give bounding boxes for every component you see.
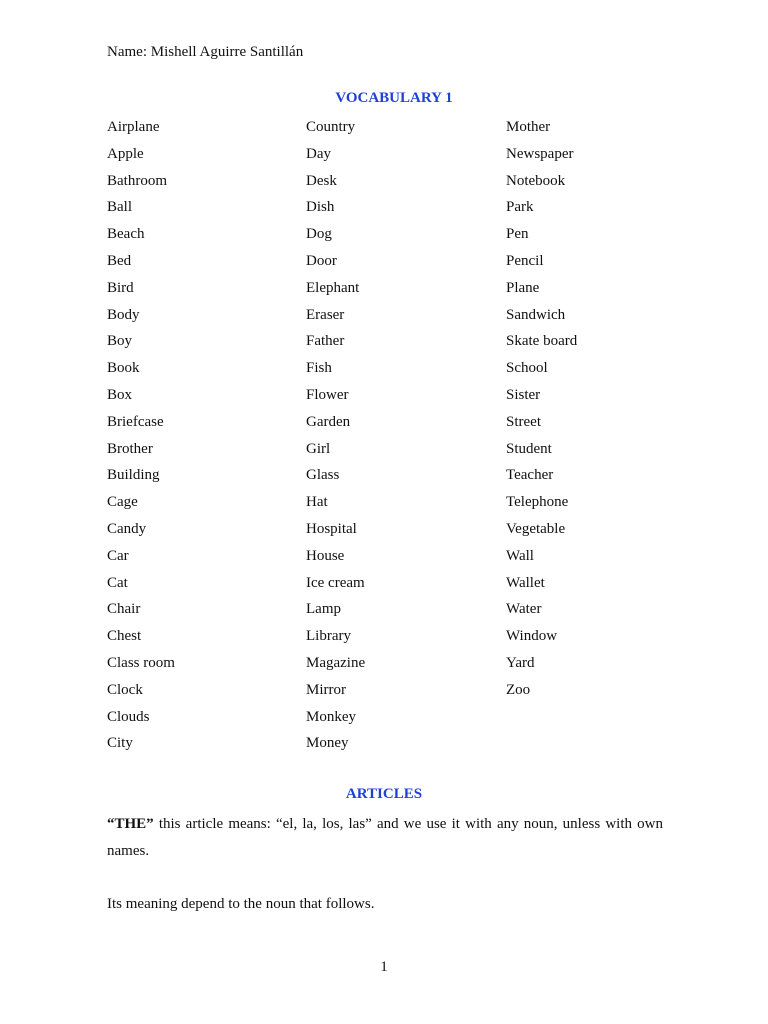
vocabulary-word: Country bbox=[306, 119, 356, 135]
articles-title: ARTICLES bbox=[345, 786, 423, 802]
articles-paragraph-meaning: Its meaning depend to the noun that follows. bbox=[107, 896, 375, 912]
vocabulary-word: Vegetable bbox=[506, 520, 566, 537]
vocabulary-word: Pencil bbox=[506, 252, 544, 269]
vocabulary-word: Yard bbox=[506, 654, 535, 671]
article-definition-text: this article means: “el, la, los, las” and we use it with any noun, unless with own names. bbox=[107, 816, 663, 859]
vocabulary-word: Elephant bbox=[306, 279, 360, 296]
vocabulary-word: Student bbox=[506, 440, 552, 457]
vocabulary-column-1 bbox=[107, 117, 175, 760]
vocabulary-word: Monkey bbox=[306, 708, 356, 725]
vocabulary-word: Zoo bbox=[506, 681, 531, 698]
vocabulary-word: Wall bbox=[506, 547, 534, 564]
vocabulary-column-2 bbox=[306, 117, 365, 760]
vocabulary-word: Briefcase bbox=[107, 413, 164, 430]
vocabulary-word: Ball bbox=[107, 199, 132, 216]
vocabulary-word: Boy bbox=[107, 333, 133, 350]
vocabulary-title: VOCABULARY 1 bbox=[335, 90, 453, 106]
vocabulary-word: Airplane bbox=[107, 119, 160, 135]
vocabulary-word: Day bbox=[306, 145, 331, 162]
vocabulary-word: Box bbox=[107, 386, 133, 403]
vocabulary-word: Park bbox=[506, 199, 534, 216]
vocabulary-word: Wallet bbox=[506, 574, 545, 591]
vocabulary-word: Hospital bbox=[306, 520, 357, 537]
vocabulary-word: Desk bbox=[306, 172, 337, 189]
vocabulary-word: Magazine bbox=[306, 654, 366, 671]
vocabulary-word: Car bbox=[107, 547, 129, 564]
vocabulary-word: Skate board bbox=[506, 333, 578, 350]
vocabulary-word: Notebook bbox=[506, 172, 566, 189]
vocabulary-word: Body bbox=[107, 306, 140, 323]
vocabulary-word: Door bbox=[306, 252, 337, 269]
vocabulary-word: Eraser bbox=[306, 306, 345, 323]
vocabulary-word: Apple bbox=[107, 145, 144, 162]
vocabulary-word: Garden bbox=[306, 413, 351, 430]
vocabulary-word: Clouds bbox=[107, 708, 150, 725]
vocabulary-word: Telephone bbox=[506, 494, 569, 511]
vocabulary-word: Plane bbox=[506, 279, 540, 296]
vocabulary-column-3 bbox=[506, 117, 577, 707]
vocabulary-word: Chest bbox=[107, 628, 142, 645]
vocabulary-word: Window bbox=[506, 628, 558, 645]
vocabulary-word: Bathroom bbox=[107, 172, 167, 189]
vocabulary-word: Beach bbox=[107, 226, 145, 243]
vocabulary-word: Girl bbox=[306, 440, 331, 457]
vocabulary-word: Dog bbox=[306, 226, 332, 243]
vocabulary-word: Mother bbox=[506, 119, 551, 135]
vocabulary-word: Money bbox=[306, 735, 349, 752]
article-term-the: “THE” bbox=[107, 816, 154, 832]
vocabulary-word: Chair bbox=[107, 601, 141, 618]
articles-paragraph-the bbox=[107, 811, 663, 865]
vocabulary-word: Lamp bbox=[306, 601, 341, 618]
vocabulary-word: Class room bbox=[107, 654, 175, 671]
vocabulary-word: Brother bbox=[107, 440, 153, 457]
vocabulary-word: Father bbox=[306, 333, 345, 350]
vocabulary-word: Building bbox=[107, 467, 160, 484]
vocabulary-word: Library bbox=[306, 628, 351, 645]
vocabulary-word: Candy bbox=[107, 520, 147, 537]
vocabulary-word: Pen bbox=[506, 226, 529, 243]
vocabulary-word: Sister bbox=[506, 386, 541, 403]
vocabulary-word: Hat bbox=[306, 494, 328, 511]
vocabulary-word: Bed bbox=[107, 252, 132, 269]
vocabulary-word: Cage bbox=[107, 494, 138, 511]
vocabulary-word: Street bbox=[506, 413, 541, 430]
page-number: 1 bbox=[380, 959, 388, 975]
vocabulary-word: Flower bbox=[306, 386, 349, 403]
vocabulary-word: School bbox=[506, 360, 548, 377]
student-name: Name: Mishell Aguirre Santillán bbox=[107, 44, 304, 60]
vocabulary-word: Mirror bbox=[306, 681, 346, 698]
vocabulary-word: Bird bbox=[107, 279, 134, 296]
vocabulary-word: City bbox=[107, 735, 133, 752]
vocabulary-word: Book bbox=[107, 360, 140, 377]
vocabulary-word: Ice cream bbox=[306, 574, 365, 591]
vocabulary-word: Water bbox=[506, 601, 542, 618]
vocabulary-word: Newspaper bbox=[506, 145, 574, 162]
vocabulary-word: Dish bbox=[306, 199, 335, 216]
vocabulary-word: Fish bbox=[306, 360, 332, 377]
vocabulary-word: Sandwich bbox=[506, 306, 566, 323]
vocabulary-word: Teacher bbox=[506, 467, 554, 484]
vocabulary-word: House bbox=[306, 547, 345, 564]
vocabulary-word: Glass bbox=[306, 467, 340, 484]
vocabulary-word: Clock bbox=[107, 681, 143, 698]
vocabulary-word: Cat bbox=[107, 574, 128, 591]
